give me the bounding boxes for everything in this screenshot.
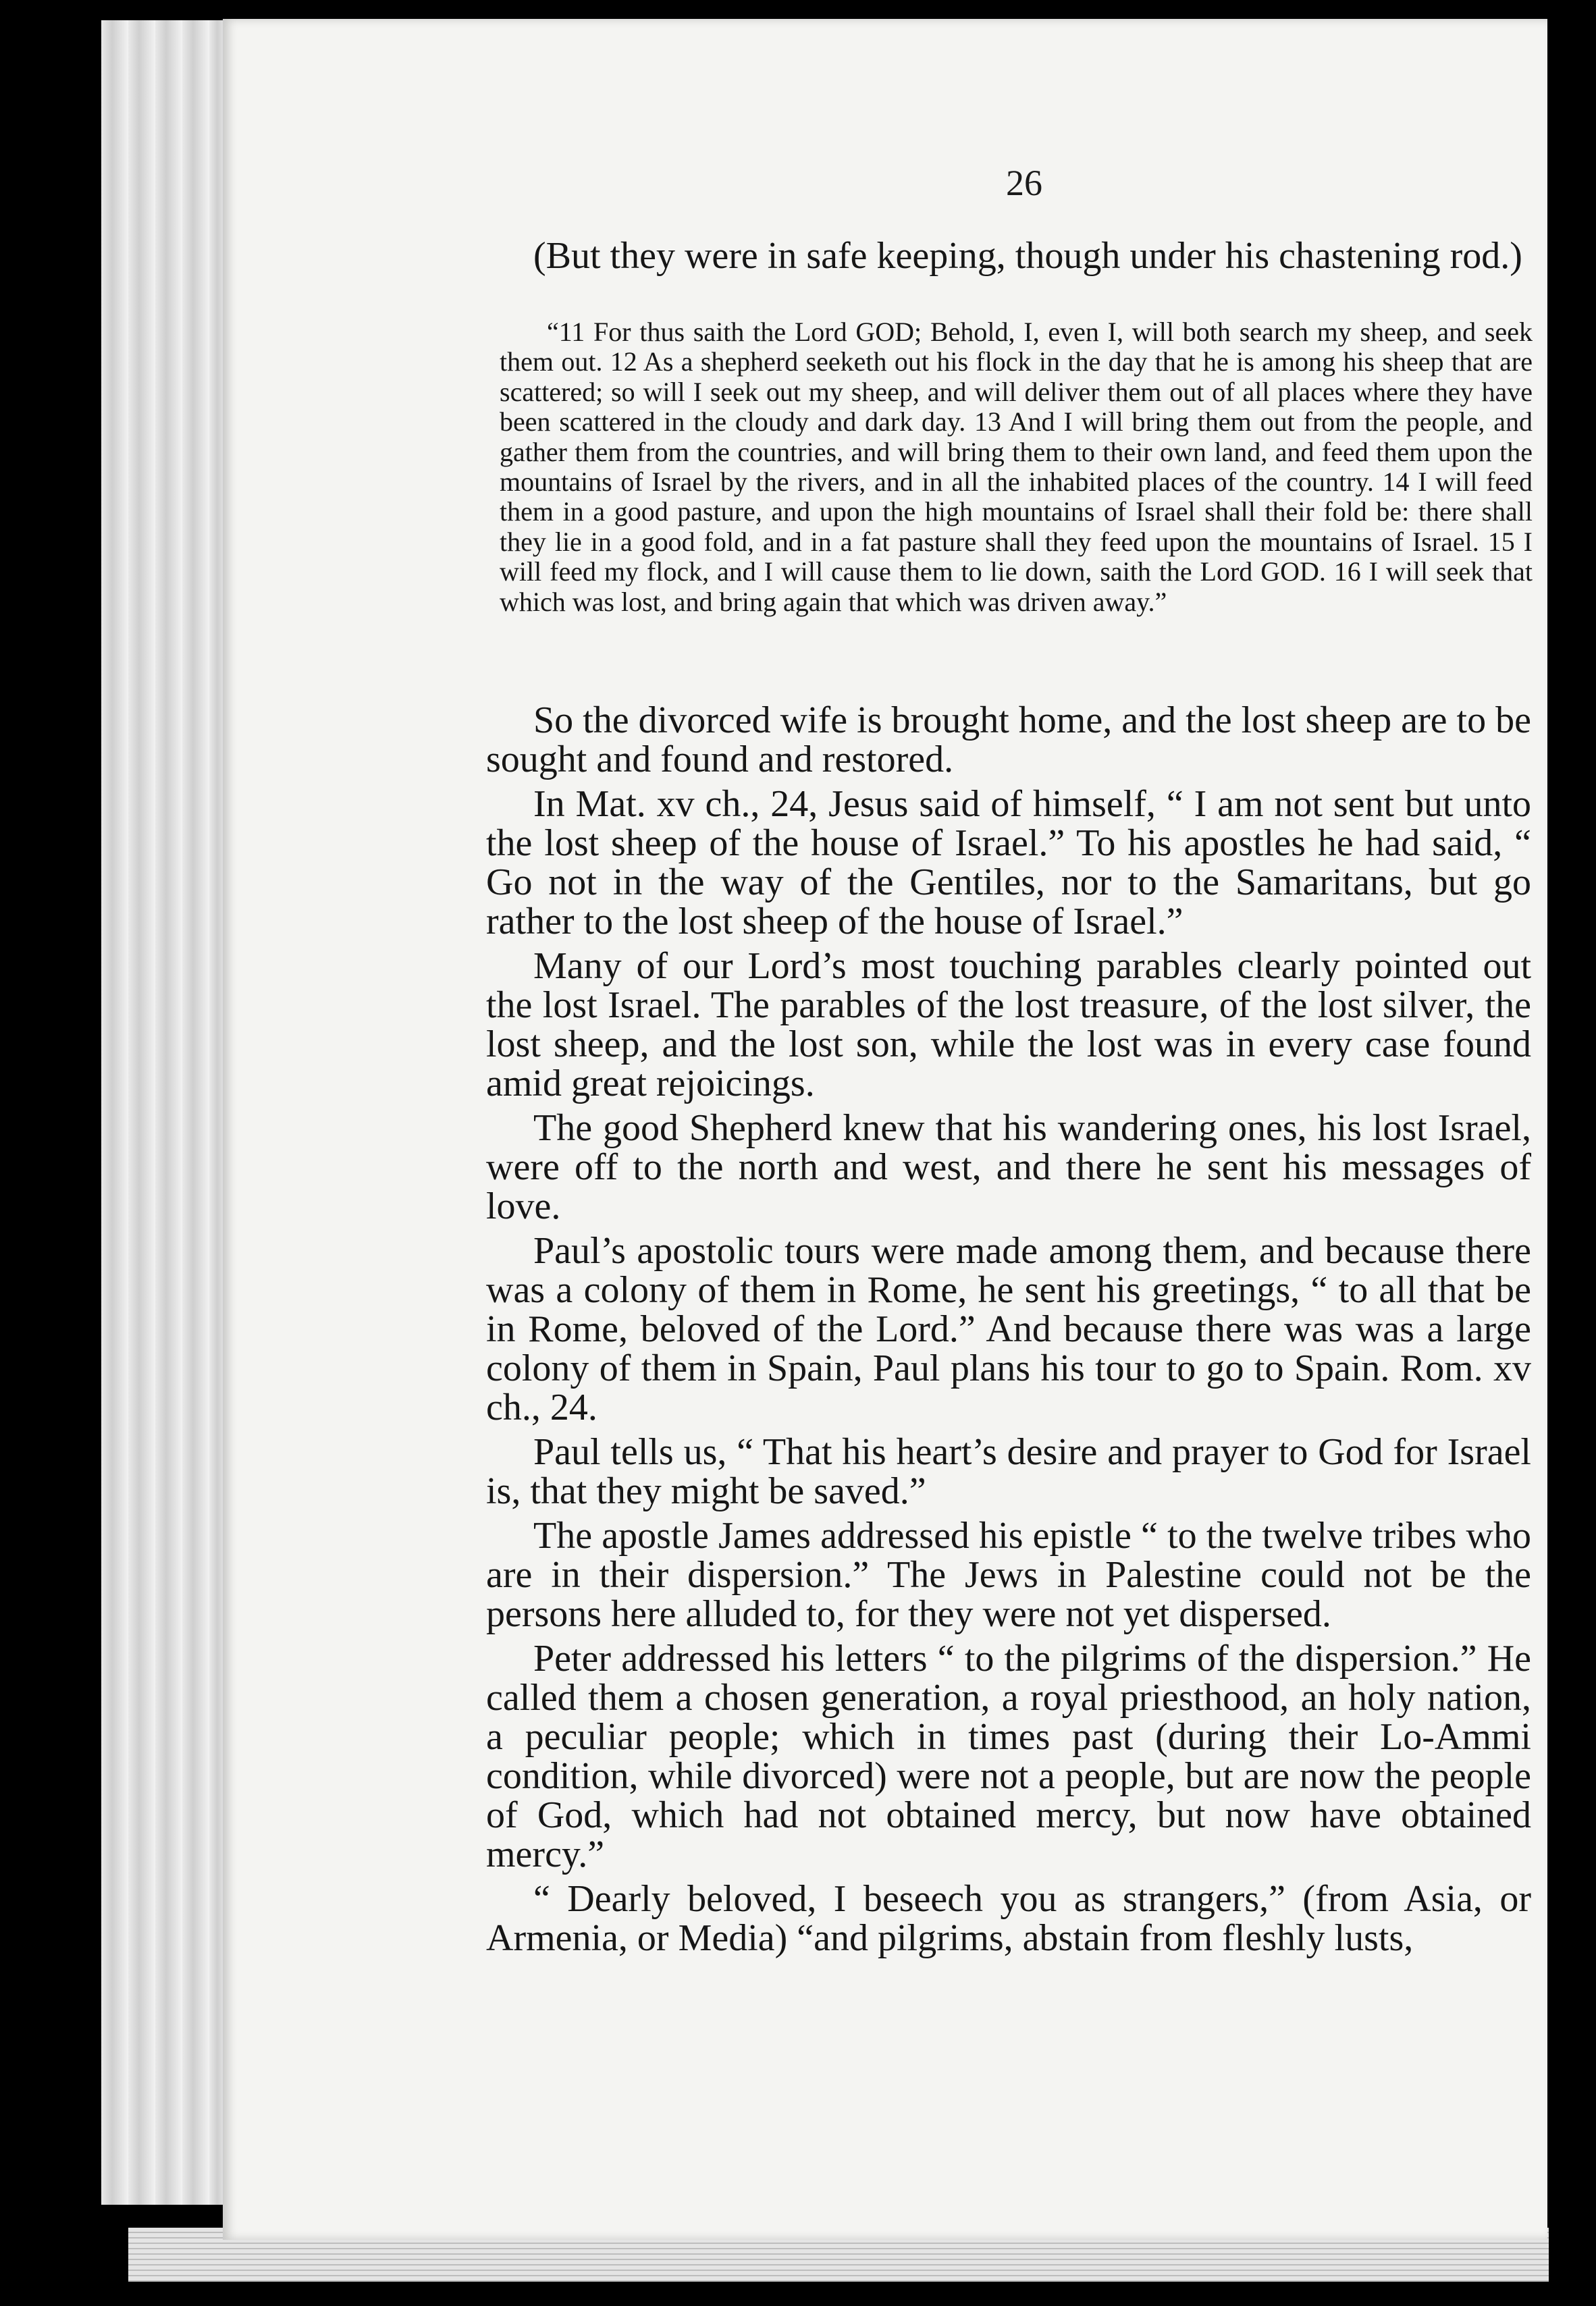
paragraph: Many of our Lord’s most touching parables clearly pointed out the lost Israel. The parables of the lost treasure, of the lost silver, the lost sheep, and the lost son, while the lost was in every case found amid great rejoicings.	[486, 945, 1531, 1104]
quote-text: “11 For thus saith the Lord GOD; Behold, I, even I, will both search my sheep, and seek them out. 12 As a shepherd seeketh out his flock in the day that he is among his sheep that are scattered; so will I seek out my sheep, and will deliver them out of all places where they have been scattered in the cloudy and dark day. 13 And I will bring them out from the people, and gather them from the countries, and will bring them to their own land, and feed them upon the mountains of Israel by the rivers, and in all the inhabited places of the country. 14 I will feed them in a good pasture, and upon the high mountains of Israel shall their fold be: there shall they lie in a good fold, and in a fat pasture shall they feed upon the mountains of Israel. 15 I will feed my flock, and I will cause them to lie down, saith the Lord GOD. 16 I will seek that which was lost, and bring again that which was driven away.”	[500, 317, 1533, 617]
page-edge	[128, 20, 156, 2205]
paragraph: The apostle James addressed his epistle “ to the twelve tribes who are in their dispersion.” The Jews in Palestine could not be the persons here alluded to, for they were not yet dispersed.	[486, 1515, 1531, 1635]
paragraph: “ Dearly beloved, I beseech you as strangers,” (from Asia, or Armenia, or Media) “and pilgrims, abstain from fleshly lusts,	[486, 1878, 1531, 1959]
paragraph: So the divorced wife is brought home, and the lost sheep are to be sought and found and restored.	[486, 699, 1531, 780]
page-number: 26	[1006, 163, 1042, 203]
page-edge	[101, 20, 129, 2205]
paragraph: Peter addressed his letters “ to the pilgrims of the dispersion.” He called them a chosen generation, a royal priesthood, an holy nation, a peculiar people; which in times past (during their Lo-Ammi condition, while divorced) were not a people, but are now the people of God, which had not obtained mercy, but now have obtained mercy.”	[486, 1638, 1531, 1875]
paragraph: Paul tells us, “ That his heart’s desire and prayer to God for Israel is, that they might be saved.”	[486, 1431, 1531, 1512]
paragraph: The good Shepherd knew that his wandering ones, his lost Israel, were off to the north and west, and there he sent his messages of love.	[486, 1107, 1531, 1227]
paragraph: In Mat. xv ch., 24, Jesus said of himself, “ I am not sent but unto the lost sheep of the house of Israel.” To his apostles he had said, “ Go not in the way of the Gentiles, nor to the Samaritans, but go rather to the lost sheep of the house of Israel.”	[486, 783, 1531, 942]
paragraph: Paul’s apostolic tours were made among them, and because there was a colony of them in Rome, he sent his greetings, “ to all that be in Rome, beloved of the Lord.” And because there was was a large colony of them in Spain, Paul plans his tour to go to Spain. Rom. xv ch., 24.	[486, 1230, 1531, 1428]
intro-text: (But they were in safe keeping, though under his chastening rod.)	[533, 235, 1522, 277]
page-edge	[182, 20, 210, 2205]
page-edge	[155, 20, 183, 2205]
intro-line	[486, 236, 1531, 275]
main-text	[486, 701, 1531, 1958]
scripture-quote	[500, 317, 1533, 617]
